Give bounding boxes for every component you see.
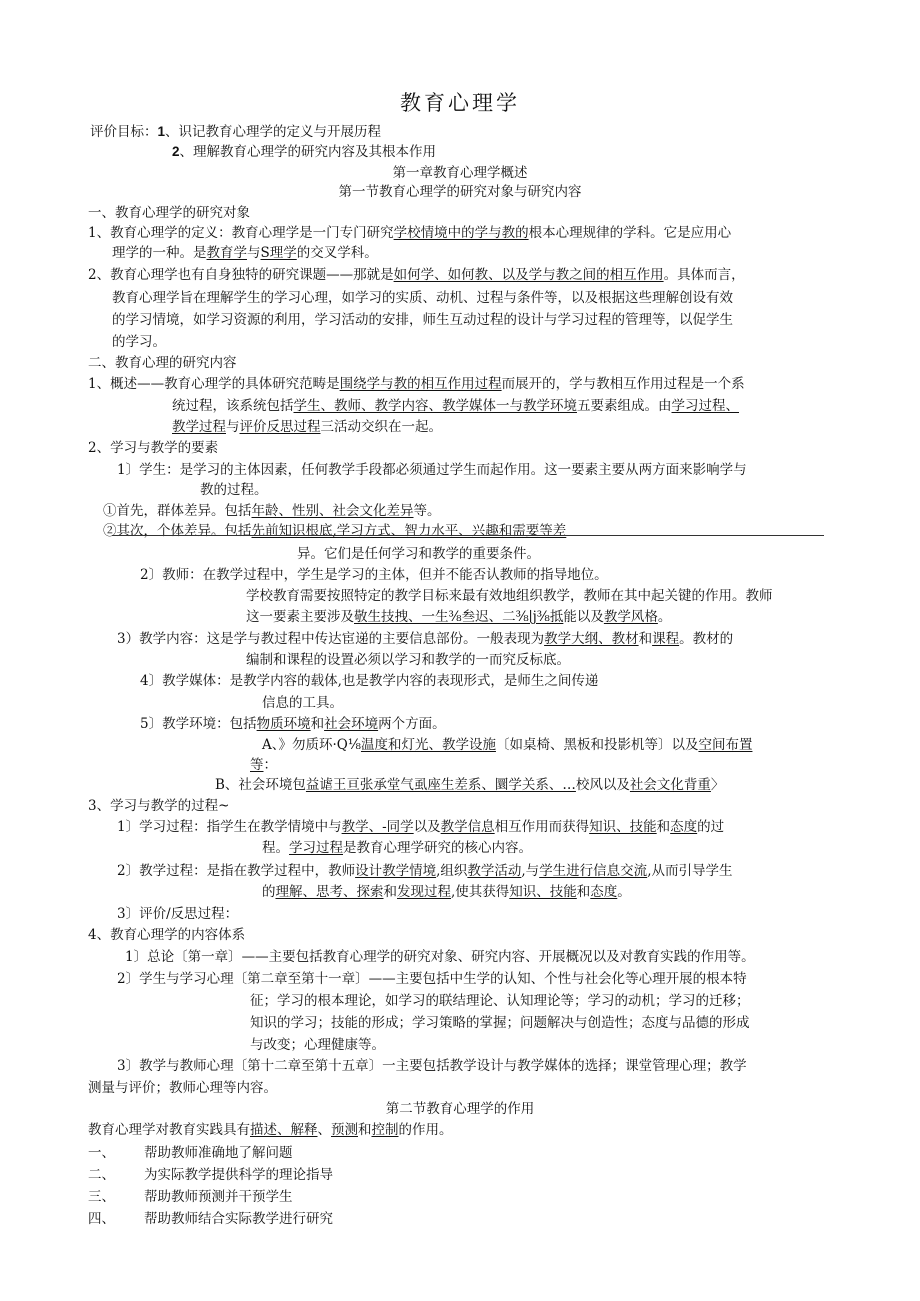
underlined-term: 教学风格	[603, 609, 658, 625]
underlined-term: 教育学	[206, 245, 247, 261]
paragraph-line	[88, 1121, 453, 1139]
text-span: 的过	[697, 819, 725, 835]
text-span: 的交叉学科。	[296, 245, 378, 261]
text-span: 能以及	[563, 609, 604, 625]
paragraph-line: 的学习情境，如学习资源的利用，学习活动的安排，师生互动过程的设计与学习过程的管理等，以促学生	[112, 312, 733, 328]
underlined-term: 社会环境	[324, 716, 379, 732]
text-span: ,组织	[436, 863, 468, 879]
underlined-term: 物质环境	[256, 716, 311, 732]
underlined-term: 知识、技能	[589, 819, 657, 835]
underlined-term: 预测	[331, 1122, 358, 1138]
text-span: 而展开的，学与教相互作用过程是一个系	[501, 376, 745, 392]
paragraph-line: 3〕评价/反思过程：	[117, 906, 239, 922]
text-span: ,从而引导学生	[647, 863, 733, 879]
text-span: 和	[656, 819, 671, 835]
text-span: B、社会环境包	[215, 777, 306, 793]
text-span: 和	[358, 1122, 372, 1138]
underlined-term: 课程	[652, 631, 680, 647]
list-text: 为实际教学提供科学的理论指导	[144, 1167, 333, 1183]
underlined-term: 学校情境中的学与教的	[393, 225, 529, 241]
chapter-heading: 第一章教育心理学概述	[392, 165, 528, 181]
paragraph-line: 教的过程。	[200, 482, 268, 498]
text-span: 1、教育心理学的定义：教育心理学是一门专门研究	[88, 225, 394, 241]
goal-number: 1	[157, 124, 166, 139]
paragraph-line: 4〕教学媒体：是教学内容的载体,也是教学内容的表现形式，是师生之间传递	[140, 673, 599, 689]
list-item	[88, 1188, 293, 1206]
text-span: 1〕学习过程：指学生在教学情境中与	[117, 819, 342, 835]
paragraph-line: 的学习。	[112, 334, 166, 350]
list-text: 帮助教师预测并干预学生	[144, 1189, 293, 1205]
paragraph-line: 征；学习的根本理论，如学习的联结理论、认知理论等；学习的动机；学习的迁移；	[250, 993, 750, 1009]
text-span: 是教育心理学研究的核心内容。	[343, 840, 532, 856]
paragraph-line	[88, 266, 745, 284]
paragraph-line: 测量与评价；教师心理等内容。	[88, 1080, 277, 1096]
text-span: 和	[310, 716, 325, 732]
paragraph-line: 教育心理学旨在理解学生的学习心理，如学习的实质、动机、过程与条件等，以及根据这些理解创设有效	[112, 290, 733, 306]
text-span: 1、概述——教育心理学的具体研究范畴是	[88, 376, 340, 392]
paragraph-line	[112, 244, 378, 262]
paragraph-line	[250, 756, 277, 774]
goal-text: 、识记教育心理学的定义与开展历程	[165, 124, 382, 140]
text-span: 相互作用而获得	[494, 819, 590, 835]
text-span: ,与	[521, 863, 540, 879]
list-number: 四、	[88, 1211, 115, 1227]
paragraph-line: 2〕学生与学习心理〔第二章至第十一章〕——主要包括中生学的认知、个性与社会化等心理开展的根本特	[117, 971, 747, 987]
paragraph-line: 与改变；心理健康等。	[250, 1037, 385, 1053]
paragraph-line	[117, 818, 724, 836]
horizontal-rule	[112, 535, 824, 536]
text-span: 理学的一种。是	[112, 245, 207, 261]
paragraph-line	[262, 839, 532, 857]
text-span: 〉	[710, 777, 725, 793]
text-span: 2、教育心理学也有自身独特的研究课题——那就是	[88, 267, 394, 283]
underlined-term: 设计教学情境	[355, 863, 437, 879]
page-title: 教育心理学	[400, 91, 520, 115]
text-span: A、》勿质环·Q⅛	[262, 737, 361, 753]
paragraph-line	[103, 502, 441, 520]
underlined-term: 敬生技拽、一生⅜叁迟、二⅜∣j⅜抵	[354, 609, 564, 625]
underlined-term: 社会文化背重	[629, 777, 711, 793]
text-span: 与	[247, 245, 261, 261]
list-item	[88, 1166, 333, 1184]
text-span: 教育心理学对教育实践具有	[88, 1122, 250, 1138]
text-span: 两个方面。	[378, 716, 446, 732]
paragraph-line	[262, 883, 631, 901]
underlined-term: 教学活动	[467, 863, 522, 879]
text-span: 与	[226, 419, 240, 435]
text-span: 、	[317, 1122, 331, 1138]
underlined-term: 学习过程	[289, 840, 343, 856]
underlined-term: 教学大纲、教材	[544, 631, 639, 647]
underlined-term: 态度	[590, 884, 618, 900]
text-span: 。	[657, 609, 672, 625]
text-span: 根本心理规律的学科。它是应用心	[528, 225, 732, 241]
text-span: 和	[383, 884, 397, 900]
list-text: 帮助教师结合实际教学进行研究	[144, 1211, 333, 1227]
list-item	[88, 1144, 293, 1162]
subheading: 4、教育心理学的内容体系	[88, 927, 246, 943]
text-span: 。教材的	[679, 631, 734, 647]
underlined-term: 描述、解释	[250, 1122, 318, 1138]
paragraph-line	[215, 776, 724, 794]
underlined-term: 益谑王亘张承堂气虱座生差系、圜学关系、…	[305, 777, 576, 793]
list-number: 三、	[88, 1189, 115, 1205]
text-span: 这一要素主要涉及	[246, 609, 354, 625]
paragraph-line: 编制和课程的设置必须以学习和教学的一而究反标底。	[246, 652, 570, 668]
text-span: 。	[617, 884, 631, 900]
paragraph-line	[262, 736, 752, 754]
section-heading: 第一节教育心理学的研究对象与研究内容	[338, 184, 582, 200]
underlined-term: 年龄、性别、社会文化差异	[251, 503, 414, 519]
underlined-term: 态度	[670, 819, 698, 835]
text-span: 以及	[413, 819, 441, 835]
paragraph-line	[88, 375, 745, 393]
text-span: 的作用。	[398, 1122, 453, 1138]
underlined-term: 教学信息	[440, 819, 495, 835]
underlined-term: 控制	[371, 1122, 399, 1138]
list-number: 一、	[88, 1145, 115, 1161]
text-span: 和	[638, 631, 653, 647]
paragraph-line	[117, 862, 732, 880]
part-heading: 二、教育心理的研究内容	[88, 355, 237, 371]
text-span: 五要素组成。由	[577, 398, 672, 414]
text-span: 的	[262, 884, 276, 900]
text-span: 〔如桌椅、黑板和投影机等〕以及	[495, 737, 699, 753]
underlined-term: 空间布置	[698, 737, 753, 753]
underlined-term: 如何学、如何教、以及学与教之间的相互作用	[393, 267, 664, 283]
paragraph-line	[140, 715, 446, 733]
paragraph-line: 1〕学生：是学习的主体因素，任何教学手段都必须通过学生而起作用。这一要素主要从两方面来影响学与	[117, 462, 747, 478]
underlined-term: 教学过程	[172, 419, 226, 435]
underlined-term: 发现过程	[397, 884, 451, 900]
goal-text: 、理解教育心理学的研究内容及其根本作用	[179, 144, 437, 160]
text-span: 统过程，该系统包括	[172, 398, 294, 414]
paragraph-line: 知识的学习；技能的形成；学习策略的掌握；问题解决与创造性；态度与品德的形成	[250, 1015, 750, 1031]
subheading: 2、学习与教学的要素	[88, 440, 219, 456]
paragraph-line: 信息的工具。	[262, 695, 343, 711]
underlined-term: 围绕学与教的相互作用过程	[339, 376, 502, 392]
text-span: ,使其获得	[451, 884, 510, 900]
underlined-term: 教学、-同学	[341, 819, 414, 835]
text-span: 等。	[413, 503, 441, 519]
goals-line-2	[172, 143, 436, 161]
text-span: 3）教学内容：这是学与教过程中传达宦递的主要信息部份。一般表现为	[117, 631, 545, 647]
paragraph-line: 2〕教师：在教学过程中，学生是学习的主体，但并不能否认教师的指导地位。	[140, 567, 608, 583]
goal-number: 2	[172, 144, 180, 159]
underlined-term: 温度和灯光、教学设施	[360, 737, 496, 753]
underlined-term: 先前知识根底,学习方式、智力水平、兴趣和需要等差	[251, 523, 567, 539]
underlined-term: 学习过程、	[671, 398, 739, 414]
list-text: 帮助教师准确地了解问题	[144, 1145, 293, 1161]
paragraph-line	[88, 224, 731, 242]
text-span: 和	[576, 884, 591, 900]
subheading: 3、学习与教学的过程~	[88, 798, 230, 814]
goals-label: 评价目标：	[90, 124, 158, 140]
underlined-term: 知识、技能	[509, 884, 577, 900]
text-span: ：	[263, 757, 277, 773]
goals-line-1	[90, 123, 381, 141]
paragraph-line: 学校教育需要按照特定的教学目标来最有效地组织教学，教师在其中起关键的作用。教师	[246, 588, 773, 604]
paragraph-line: 1〕总论〔第一章〕——主要包括教育心理学的研究对象、研究内容、开展概况以及对教育实践的作用等。	[125, 949, 755, 965]
section-heading: 第二节教育心理学的作用	[385, 1101, 535, 1117]
underlined-term: 学生进行信息交流	[539, 863, 648, 879]
paragraph-line	[117, 630, 733, 648]
paragraph-line: 3〕教学与教师心理〔第十二章至第十五章〕一主要包括教学设计与教学媒体的选择；课堂管理心理；教学	[117, 1058, 747, 1074]
text-span: 三活动交织在一起。	[320, 419, 442, 435]
list-number: 二、	[88, 1167, 115, 1183]
paragraph-line: 异。它们是任何学习和教学的重要条件。	[297, 546, 540, 562]
underlined-term: 学生、教师、教学内容、教学媒体一与教学环境	[293, 398, 577, 414]
underlined-term: 评价反思过程	[239, 419, 321, 435]
paragraph-line	[103, 522, 566, 540]
underlined-term: 理解、思考、探索	[275, 884, 384, 900]
underlined-term: 等	[250, 757, 264, 773]
underlined-term: S理学	[260, 245, 297, 261]
part-heading: 一、教育心理学的研究对象	[88, 205, 250, 221]
text-span: ②其次，个体差异。包括	[103, 523, 252, 539]
paragraph-line	[172, 418, 442, 436]
text-span: 校风以及	[575, 777, 630, 793]
list-item	[88, 1210, 333, 1228]
text-span: 5〕教学环境：包括	[140, 716, 257, 732]
text-span: 程。	[262, 840, 289, 856]
text-span: ①首先，群体差异。包括	[103, 503, 252, 519]
text-span: 2〕教学过程：是指在教学过程中，教师	[117, 863, 356, 879]
text-span: 。具体而言，	[663, 267, 745, 283]
paragraph-line	[246, 608, 671, 626]
paragraph-line	[172, 397, 739, 415]
